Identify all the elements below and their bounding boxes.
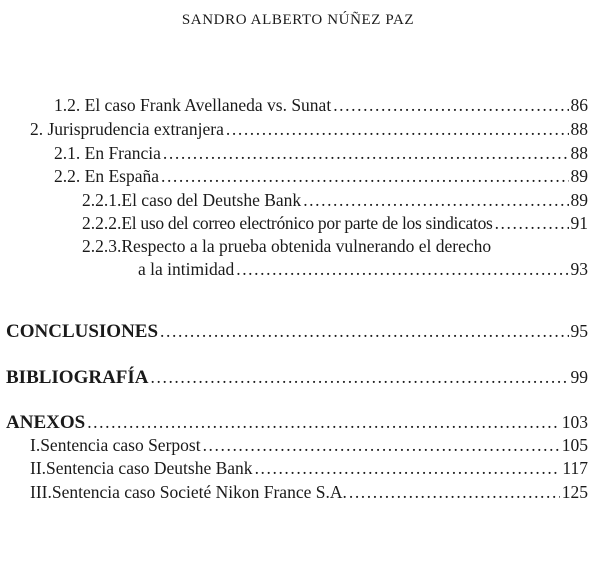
toc-entry[interactable] — [30, 481, 588, 503]
toc-entry[interactable] — [54, 165, 588, 187]
toc-entry-label: 2.2. En España — [54, 166, 159, 186]
toc-entry[interactable] — [138, 258, 588, 280]
dot-leader — [160, 320, 568, 342]
toc-entry-label: 2.1. En Francia — [54, 143, 161, 163]
toc-entry-label: 2. Jurisprudencia extranjera — [30, 119, 224, 139]
toc-entry-number: I. — [30, 435, 41, 455]
toc-entry-label: Sentencia caso Deutshe Bank — [46, 458, 253, 478]
toc-entry-page: 103 — [561, 412, 588, 432]
toc-entry[interactable] — [82, 189, 588, 211]
toc-entry-page: 117 — [562, 458, 588, 478]
dot-leader — [151, 366, 569, 388]
dot-leader — [236, 258, 568, 280]
toc-entry-number: III. — [30, 482, 52, 502]
toc-entry-page: 89 — [570, 190, 588, 210]
dot-leader — [303, 189, 568, 211]
toc-entry[interactable] — [54, 94, 588, 116]
dot-leader — [163, 142, 569, 164]
dot-leader — [333, 94, 568, 116]
toc-entry[interactable] — [82, 212, 588, 234]
toc-entry-page: 91 — [570, 213, 588, 233]
toc-entry-label: BIBLIOGRAFÍA — [6, 367, 149, 388]
toc-entry-page: 89 — [570, 166, 588, 186]
toc-entry-section[interactable] — [6, 411, 588, 434]
toc-entry-number: II. — [30, 458, 47, 478]
dot-leader — [226, 118, 569, 140]
toc-entry-page: 99 — [570, 367, 588, 387]
toc-entry-label: 1.2. El caso Frank Avellaneda vs. Sunat — [54, 95, 332, 115]
dot-leader — [495, 212, 569, 234]
toc-entry-label: ANEXOS — [6, 412, 86, 433]
toc-entry[interactable] — [54, 142, 588, 164]
toc-entry-page: 93 — [570, 259, 588, 279]
dot-leader — [87, 411, 560, 433]
toc-entry[interactable] — [30, 434, 588, 456]
toc-entry-page: 95 — [570, 321, 588, 341]
toc-entry-label: Sentencia caso Societé Nikon France S.A. — [51, 482, 347, 502]
toc-entry-section[interactable] — [6, 320, 588, 343]
toc-entry-page: 86 — [570, 95, 588, 115]
toc-entry-first-line[interactable] — [82, 235, 491, 257]
toc-entry-number: 2.2.1. — [82, 190, 122, 210]
toc-entry-page: 88 — [570, 143, 588, 163]
toc-entry-section[interactable] — [6, 366, 588, 389]
toc-entry-page: 88 — [570, 119, 588, 139]
dot-leader — [349, 481, 560, 503]
running-head: SANDRO ALBERTO NÚÑEZ PAZ — [181, 12, 415, 28]
toc-entry-label: El caso del Deutshe Bank — [121, 190, 302, 210]
toc-entry[interactable] — [30, 118, 588, 140]
dot-leader — [255, 457, 561, 479]
toc-entry-number: 2.2.2. — [82, 213, 122, 233]
toc-entry-label: Sentencia caso Serpost — [40, 435, 201, 455]
dot-leader — [161, 165, 569, 187]
toc-entry-number: 2.2.3. — [82, 236, 122, 256]
toc-entry-page: 125 — [561, 482, 588, 502]
toc-entry-label-cont: a la intimidad — [138, 259, 235, 279]
toc-entry-label: CONCLUSIONES — [6, 321, 159, 342]
toc-entry-label: El uso del correo electrónico por parte de los sindicatos — [121, 213, 493, 233]
toc-entry-page: 105 — [561, 435, 588, 455]
dot-leader — [203, 434, 560, 456]
toc-entry-label: Respecto a la prueba obtenida vulnerando el derecho — [121, 236, 492, 256]
toc-entry[interactable] — [30, 457, 588, 479]
